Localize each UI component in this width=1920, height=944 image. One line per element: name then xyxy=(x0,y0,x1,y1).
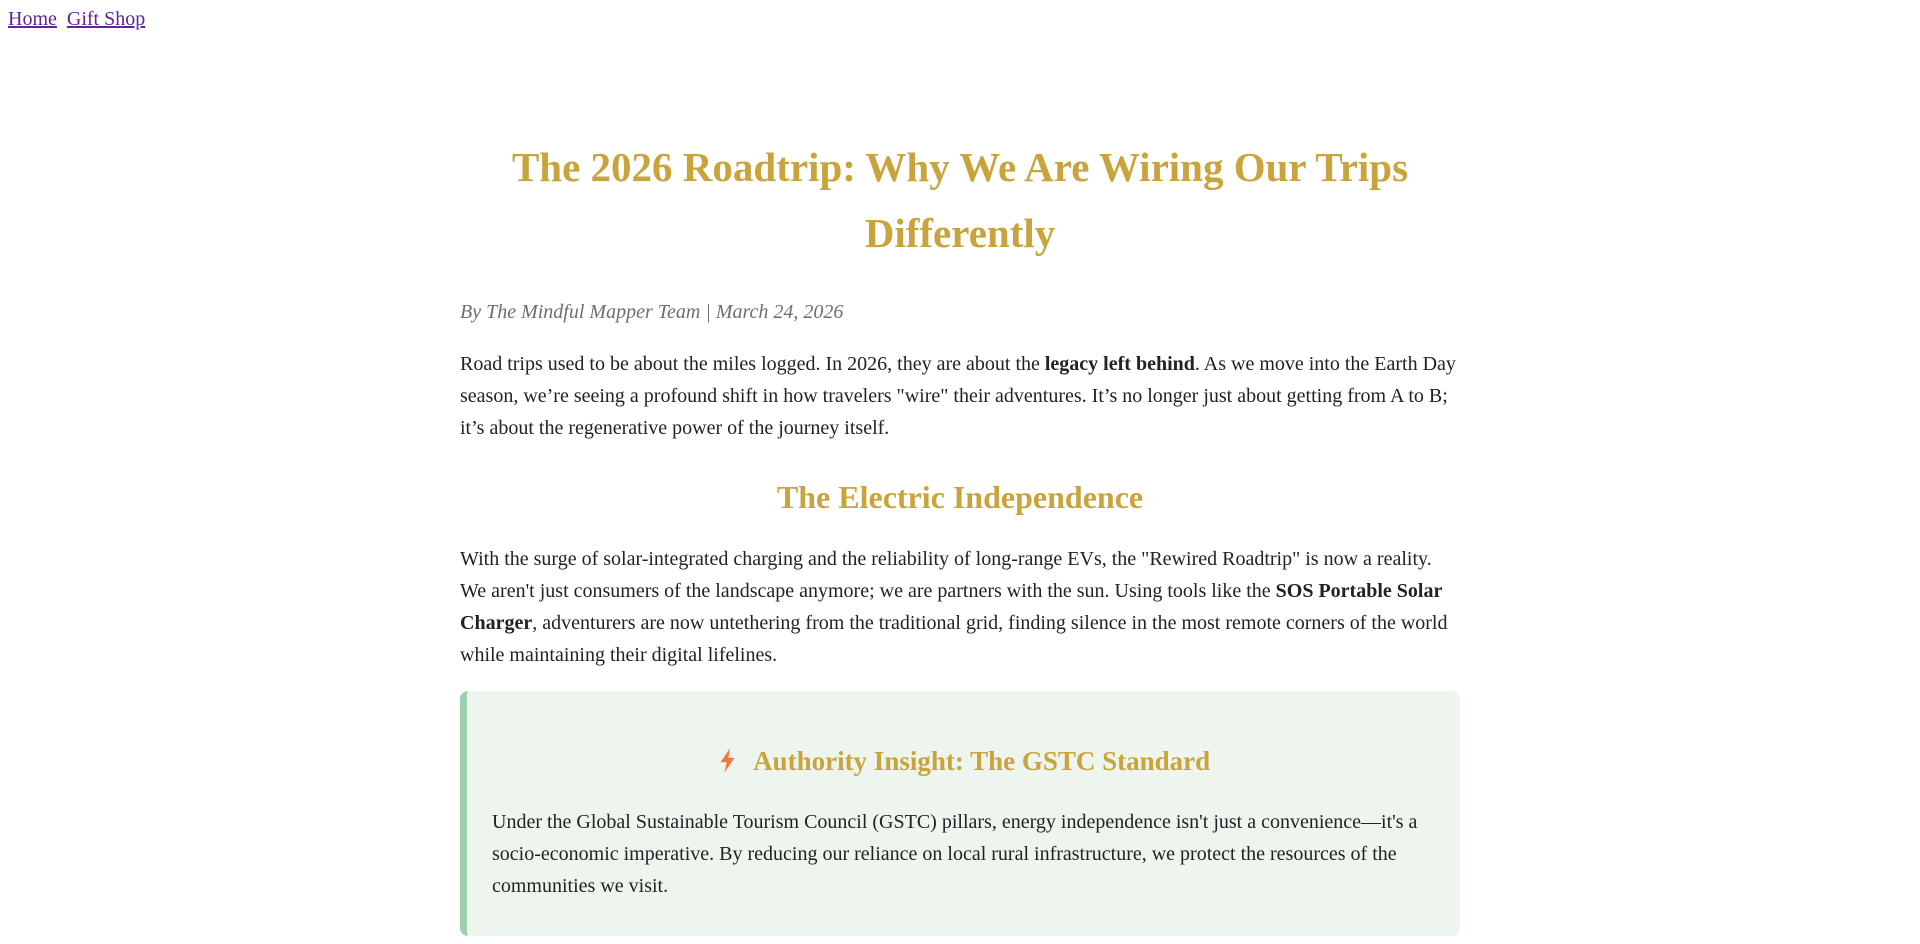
nav-link-home[interactable]: Home xyxy=(8,8,57,30)
top-nav xyxy=(8,8,1912,31)
section-heading-electric-independence: The Electric Independence xyxy=(776,479,1144,516)
authority-insight-callout xyxy=(460,691,1460,936)
lightning-bolt-icon xyxy=(717,745,738,786)
callout-title-text: Authority Insight: The GSTC Standard xyxy=(753,746,1211,777)
callout-title xyxy=(492,741,1435,786)
post-title: The 2026 Roadtrip: Why We Are Wiring Our Trips Differently xyxy=(511,144,1409,256)
nav-link-gift-shop[interactable]: Gift Shop xyxy=(66,8,146,30)
intro-paragraph: Road trips used to be about the miles logged. In 2026, they are about the legacy left behind. As we move into the Earth Day season, we’re seeing a profound shift in how travelers "wire" their adventures. It’s no longer just about getting from A to B; it’s about the regenerative power of the journey itself. xyxy=(460,353,1456,440)
section-paragraph: With the surge of solar-integrated charging and the reliability of long-range EVs, the "Rewired Roadtrip" is now a reality. We aren't just consumers of the landscape anymore; we are partners with the sun. Using tools like the SOS Portable Solar Charger, adventurers are now untethering from the traditional grid, finding silence in the most remote corners of the world while maintaining their digital lifelines. xyxy=(460,548,1448,667)
byline: By The Mindful Mapper Team | March 24, 2026 xyxy=(460,301,844,324)
blog-post xyxy=(460,135,1460,936)
callout-body: Under the Global Sustainable Tourism Council (GSTC) pillars, energy independence isn't just a convenience—it's a socio-economic imperative. By reducing our reliance on local rural infrastructure, we protect the resources of the communities we visit. xyxy=(492,810,1418,897)
